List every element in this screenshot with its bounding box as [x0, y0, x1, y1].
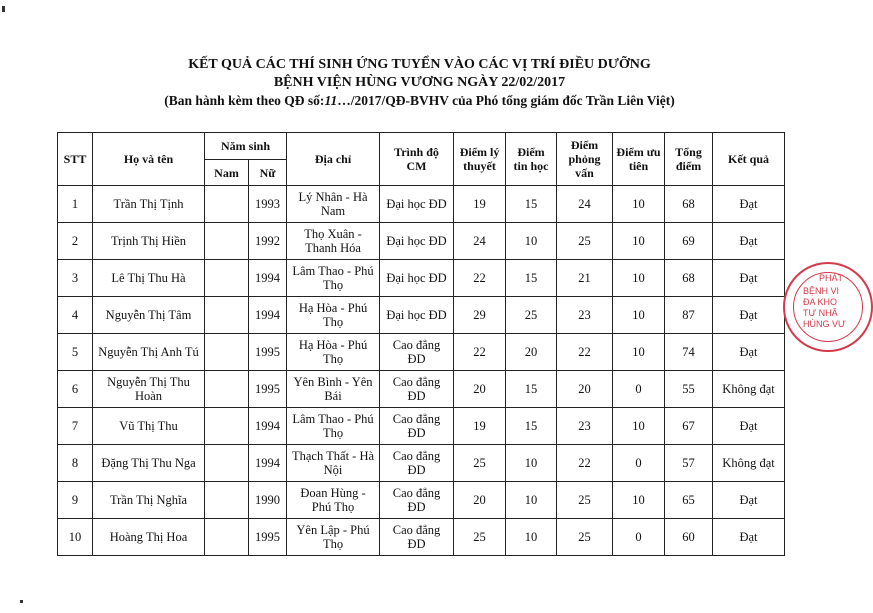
cell-interview: 25	[557, 519, 613, 556]
cell-theory: 25	[454, 445, 506, 482]
table-row	[58, 186, 785, 223]
col-female: Nữ	[249, 160, 287, 186]
cell-computer: 15	[506, 186, 557, 223]
cell-priority: 10	[613, 408, 665, 445]
cell-priority: 10	[613, 297, 665, 334]
header-row	[58, 133, 785, 160]
cell-theory: 24	[454, 223, 506, 260]
cell-computer: 10	[506, 519, 557, 556]
col-name: Họ và tên	[93, 133, 205, 186]
cell-theory: 19	[454, 186, 506, 223]
cell-address: Lâm Thao - Phú Thọ	[287, 260, 380, 297]
document-title: KẾT QUẢ CÁC THÍ SINH ỨNG TUYỂN VÀO CÁC VỊ TRÍ ĐIỀU DƯỠNG	[188, 57, 651, 72]
cell-address: Yên Lập - Phú Thọ	[287, 519, 380, 556]
cell-interview: 21	[557, 260, 613, 297]
cell-priority: 10	[613, 334, 665, 371]
cell-total: 87	[665, 297, 713, 334]
decision-suffix: …/2017/QĐ-BVHV của Phó tổng giám đốc Trần Liên Việt)	[337, 93, 675, 108]
table-row	[58, 445, 785, 482]
cell-male	[205, 408, 249, 445]
cell-address: Thọ Xuân - Thanh Hóa	[287, 223, 380, 260]
col-birth-year: Năm sinh	[205, 133, 287, 160]
cell-interview: 22	[557, 445, 613, 482]
cell-qualification: Đại học ĐD	[380, 260, 454, 297]
cell-name: Nguyễn Thị Tâm	[93, 297, 205, 334]
cell-result: Đạt	[713, 334, 785, 371]
cell-total: 68	[665, 186, 713, 223]
cell-result: Đạt	[713, 223, 785, 260]
cell-total: 67	[665, 408, 713, 445]
cell-stt: 4	[58, 297, 93, 334]
cell-name: Nguyễn Thị Anh Tú	[93, 334, 205, 371]
cell-result: Không đạt	[713, 445, 785, 482]
cell-computer: 15	[506, 260, 557, 297]
cell-qualification: Đại học ĐD	[380, 223, 454, 260]
cell-interview: 24	[557, 186, 613, 223]
cell-address: Hạ Hòa - Phú Thọ	[287, 334, 380, 371]
table-row	[58, 519, 785, 556]
seal-text: ĐA KHO	[803, 297, 838, 307]
cell-female: 1994	[249, 260, 287, 297]
col-qualification: Trình độ CM	[380, 133, 454, 186]
cell-male	[205, 297, 249, 334]
seal-text: HÙNG VƯ	[803, 319, 846, 329]
cell-result: Đạt	[713, 519, 785, 556]
cell-priority: 10	[613, 482, 665, 519]
cell-total: 55	[665, 371, 713, 408]
cell-computer: 15	[506, 408, 557, 445]
cell-computer: 10	[506, 223, 557, 260]
cell-result: Đạt	[713, 482, 785, 519]
col-male: Nam	[205, 160, 249, 186]
hospital-date-line: BỆNH VIỆN HÙNG VƯƠNG NGÀY 22/02/2017	[273, 75, 566, 90]
cell-female: 1995	[249, 519, 287, 556]
cell-male	[205, 334, 249, 371]
cell-female: 1995	[249, 334, 287, 371]
cell-stt: 9	[58, 482, 93, 519]
col-total: Tổng điểm	[665, 133, 713, 186]
cell-theory: 22	[454, 334, 506, 371]
cell-total: 57	[665, 445, 713, 482]
decision-reference	[0, 92, 839, 110]
cell-female: 1995	[249, 371, 287, 408]
cell-name: Hoàng Thị Hoa	[93, 519, 205, 556]
table-row	[58, 260, 785, 297]
cell-female: 1994	[249, 408, 287, 445]
cell-computer: 25	[506, 297, 557, 334]
cell-priority: 0	[613, 371, 665, 408]
cell-stt: 2	[58, 223, 93, 260]
cell-male	[205, 482, 249, 519]
cell-priority: 0	[613, 519, 665, 556]
cell-total: 69	[665, 223, 713, 260]
cell-name: Trịnh Thị Hiền	[93, 223, 205, 260]
table-row	[58, 482, 785, 519]
cell-qualification: Cao đẳng ĐD	[380, 334, 454, 371]
cell-name: Vũ Thị Thu	[93, 408, 205, 445]
cell-result: Không đạt	[713, 371, 785, 408]
cell-interview: 20	[557, 371, 613, 408]
cell-qualification: Cao đẳng ĐD	[380, 445, 454, 482]
col-address: Địa chỉ	[287, 133, 380, 186]
cell-address: Hạ Hòa - Phú Thọ	[287, 297, 380, 334]
cell-female: 1990	[249, 482, 287, 519]
cell-result: Đạt	[713, 186, 785, 223]
col-theory: Điểm lý thuyết	[454, 133, 506, 186]
cell-interview: 25	[557, 223, 613, 260]
cell-name: Trần Thị Nghĩa	[93, 482, 205, 519]
seal-text: TƯ NHÂ	[803, 308, 838, 318]
cell-stt: 3	[58, 260, 93, 297]
cell-address: Lâm Thao - Phú Thọ	[287, 408, 380, 445]
cell-computer: 15	[506, 371, 557, 408]
cell-address: Yên Bình - Yên Bái	[287, 371, 380, 408]
col-result: Kết quả	[713, 133, 785, 186]
document-header	[0, 56, 839, 110]
cell-qualification: Cao đẳng ĐD	[380, 408, 454, 445]
cell-male	[205, 186, 249, 223]
cell-theory: 29	[454, 297, 506, 334]
cell-stt: 1	[58, 186, 93, 223]
cell-female: 1994	[249, 297, 287, 334]
results-body	[58, 186, 785, 556]
cell-result: Đạt	[713, 297, 785, 334]
table-row	[58, 223, 785, 260]
cell-qualification: Đại học ĐD	[380, 186, 454, 223]
cell-name: Đặng Thị Thu Nga	[93, 445, 205, 482]
cell-result: Đạt	[713, 260, 785, 297]
decision-number-handwritten: 11	[324, 93, 338, 108]
seal-text: PHÁT	[819, 273, 844, 283]
col-interview: Điểm phỏng vấn	[557, 133, 613, 186]
cell-male	[205, 445, 249, 482]
red-seal-stamp	[783, 262, 873, 352]
cell-theory: 22	[454, 260, 506, 297]
scan-mark	[2, 6, 5, 12]
table-row	[58, 408, 785, 445]
cell-interview: 22	[557, 334, 613, 371]
cell-priority: 10	[613, 260, 665, 297]
cell-theory: 20	[454, 482, 506, 519]
results-table	[57, 132, 785, 556]
cell-qualification: Cao đẳng ĐD	[380, 519, 454, 556]
cell-female: 1992	[249, 223, 287, 260]
cell-name: Lê Thị Thu Hà	[93, 260, 205, 297]
cell-name: Nguyễn Thị Thu Hoàn	[93, 371, 205, 408]
cell-male	[205, 260, 249, 297]
cell-priority: 10	[613, 186, 665, 223]
cell-female: 1993	[249, 186, 287, 223]
cell-interview: 23	[557, 408, 613, 445]
cell-theory: 25	[454, 519, 506, 556]
table-row	[58, 297, 785, 334]
cell-qualification: Cao đẳng ĐD	[380, 482, 454, 519]
cell-computer: 10	[506, 445, 557, 482]
cell-computer: 20	[506, 334, 557, 371]
cell-address: Thạch Thất - Hà Nội	[287, 445, 380, 482]
cell-name: Trần Thị Tịnh	[93, 186, 205, 223]
cell-stt: 6	[58, 371, 93, 408]
cell-stt: 8	[58, 445, 93, 482]
table-row	[58, 371, 785, 408]
cell-priority: 10	[613, 223, 665, 260]
table-row	[58, 334, 785, 371]
cell-total: 60	[665, 519, 713, 556]
cell-result: Đạt	[713, 408, 785, 445]
decision-prefix: (Ban hành kèm theo QĐ số:	[164, 93, 325, 108]
cell-computer: 10	[506, 482, 557, 519]
cell-total: 74	[665, 334, 713, 371]
cell-male	[205, 223, 249, 260]
seal-text: BỆNH VI	[803, 286, 840, 296]
cell-address: Đoan Hùng - Phú Thọ	[287, 482, 380, 519]
cell-qualification: Đại học ĐD	[380, 297, 454, 334]
cell-theory: 19	[454, 408, 506, 445]
cell-stt: 5	[58, 334, 93, 371]
col-priority: Điểm ưu tiên	[613, 133, 665, 186]
cell-male	[205, 371, 249, 408]
scan-mark	[20, 600, 23, 603]
cell-qualification: Cao đẳng ĐD	[380, 371, 454, 408]
cell-total: 68	[665, 260, 713, 297]
cell-female: 1994	[249, 445, 287, 482]
cell-male	[205, 519, 249, 556]
cell-stt: 7	[58, 408, 93, 445]
cell-total: 65	[665, 482, 713, 519]
cell-priority: 0	[613, 445, 665, 482]
cell-interview: 23	[557, 297, 613, 334]
cell-address: Lý Nhân - Hà Nam	[287, 186, 380, 223]
col-computer: Điểm tin học	[506, 133, 557, 186]
cell-interview: 25	[557, 482, 613, 519]
cell-stt: 10	[58, 519, 93, 556]
cell-theory: 20	[454, 371, 506, 408]
col-stt: STT	[58, 133, 93, 186]
